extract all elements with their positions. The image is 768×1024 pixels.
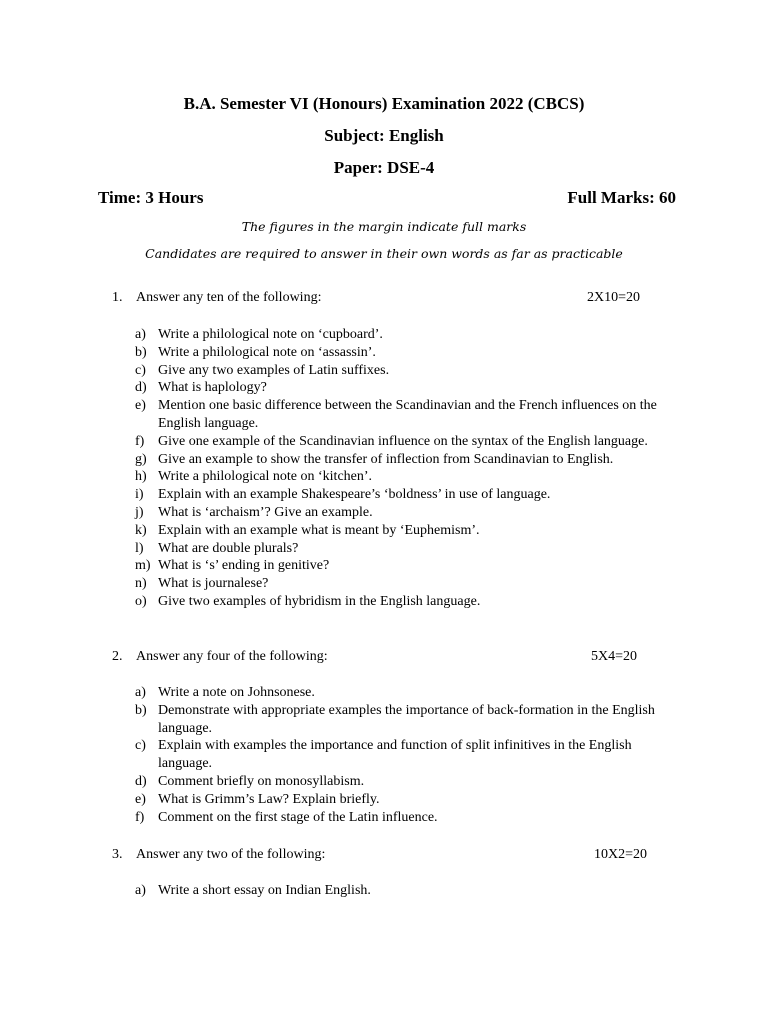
item-label: e) bbox=[135, 398, 146, 414]
question-2-items bbox=[135, 684, 680, 826]
full-marks-label: Full Marks: 60 bbox=[567, 188, 676, 207]
subject-line: Subject: English bbox=[324, 126, 444, 145]
item-text: Explain with an example Shakespeare’s ‘boldness’ in use of language. bbox=[158, 487, 551, 503]
question-marks: 2X10=20 bbox=[587, 290, 641, 305]
item-label: f) bbox=[135, 433, 145, 449]
margin-marks-note: The figures in the margin indicate full marks bbox=[241, 219, 527, 234]
time-marks-row bbox=[98, 187, 676, 209]
list-item bbox=[135, 557, 680, 575]
item-label: k) bbox=[135, 522, 147, 538]
item-text: Write a short essay on Indian English. bbox=[158, 883, 371, 898]
item-text: Give an example to show the transfer of inflection from Scandinavian to English. bbox=[158, 451, 614, 467]
item-text: Give any two examples of Latin suffixes. bbox=[158, 362, 390, 378]
question-1-header bbox=[112, 289, 672, 307]
list-item bbox=[135, 362, 680, 380]
item-label: a) bbox=[135, 685, 146, 700]
list-item bbox=[135, 540, 680, 558]
list-item bbox=[135, 504, 680, 522]
question-prompt: Answer any two of the following: bbox=[136, 847, 326, 862]
list-item bbox=[135, 433, 680, 451]
list-item bbox=[135, 791, 680, 809]
list-item bbox=[135, 451, 680, 469]
list-item bbox=[135, 486, 680, 504]
item-label: c) bbox=[135, 738, 146, 754]
item-label: a) bbox=[135, 327, 146, 342]
item-text: Write a philological note on ‘assassin’. bbox=[158, 344, 376, 360]
item-text: Write a philological note on ‘kitchen’. bbox=[158, 469, 373, 485]
list-item bbox=[135, 593, 680, 611]
question-1-items bbox=[135, 326, 680, 611]
list-item bbox=[135, 684, 680, 702]
item-text: Explain with an example what is meant by ‘Euphemism’. bbox=[158, 522, 480, 538]
list-item bbox=[135, 737, 680, 773]
item-label: e) bbox=[135, 791, 146, 807]
question-2-header bbox=[112, 648, 672, 666]
item-text: What is haplology? bbox=[158, 380, 267, 396]
item-text: What are double plurals? bbox=[158, 540, 299, 556]
item-label: l) bbox=[135, 540, 144, 556]
item-label: m) bbox=[135, 558, 151, 574]
item-label: d) bbox=[135, 380, 147, 396]
item-label: j) bbox=[135, 504, 144, 520]
item-text: Give two examples of hybridism in the English language. bbox=[158, 593, 481, 609]
item-text: Give one example of the Scandinavian influence on the syntax of the English language. bbox=[158, 433, 648, 449]
list-item bbox=[135, 702, 680, 738]
item-label: c) bbox=[135, 362, 146, 378]
question-3-items bbox=[135, 882, 680, 900]
paper-line: Paper: DSE-4 bbox=[333, 158, 435, 177]
item-label: b) bbox=[135, 344, 147, 360]
item-label: g) bbox=[135, 451, 147, 467]
list-item bbox=[135, 326, 680, 344]
item-label: f) bbox=[135, 809, 145, 825]
item-text: What is Grimm’s Law? Explain briefly. bbox=[158, 791, 380, 807]
question-prompt: Answer any ten of the following: bbox=[136, 290, 322, 305]
question-number: 1. bbox=[112, 290, 123, 305]
item-label: d) bbox=[135, 773, 147, 789]
item-text: Comment briefly on monosyllabism. bbox=[158, 773, 365, 789]
item-text: What is journalese? bbox=[158, 576, 269, 592]
question-number: 3. bbox=[112, 847, 123, 862]
item-label: o) bbox=[135, 593, 147, 609]
list-item bbox=[135, 522, 680, 540]
question-3-header bbox=[112, 846, 672, 864]
list-item bbox=[135, 344, 680, 362]
item-label: b) bbox=[135, 702, 147, 718]
list-item bbox=[135, 882, 680, 900]
exam-title: B.A. Semester VI (Honours) Examination 2022 (CBCS) bbox=[183, 94, 585, 113]
list-item bbox=[135, 468, 680, 486]
list-item bbox=[135, 575, 680, 593]
item-text: Write a note on Johnsonese. bbox=[158, 685, 315, 700]
list-item bbox=[135, 397, 680, 433]
list-item bbox=[135, 379, 680, 397]
item-label: h) bbox=[135, 469, 147, 485]
own-words-note: Candidates are required to answer in their own words as far as practicable bbox=[145, 246, 623, 261]
item-label: i) bbox=[135, 487, 144, 503]
item-text: Comment on the first stage of the Latin influence. bbox=[158, 809, 438, 825]
item-text: What is ‘archaism’? Give an example. bbox=[158, 504, 373, 520]
question-number: 2. bbox=[112, 649, 123, 664]
time-label: Time: 3 Hours bbox=[98, 188, 204, 207]
item-text: Demonstrate with appropriate examples the importance of back-formation in the English language. bbox=[158, 702, 655, 736]
item-text: What is ‘s’ ending in genitive? bbox=[158, 558, 330, 574]
item-label: a) bbox=[135, 883, 146, 898]
item-text: Mention one basic difference between the Scandinavian and the French influences on the English language. bbox=[158, 398, 657, 431]
list-item bbox=[135, 809, 680, 827]
item-text: Explain with examples the importance and function of split infinitives in the English language. bbox=[158, 738, 632, 772]
item-label: n) bbox=[135, 576, 147, 592]
question-prompt: Answer any four of the following: bbox=[136, 649, 328, 664]
item-text: Write a philological note on ‘cupboard’. bbox=[158, 327, 383, 342]
question-marks: 5X4=20 bbox=[591, 649, 638, 664]
list-item bbox=[135, 773, 680, 791]
question-marks: 10X2=20 bbox=[594, 847, 648, 862]
